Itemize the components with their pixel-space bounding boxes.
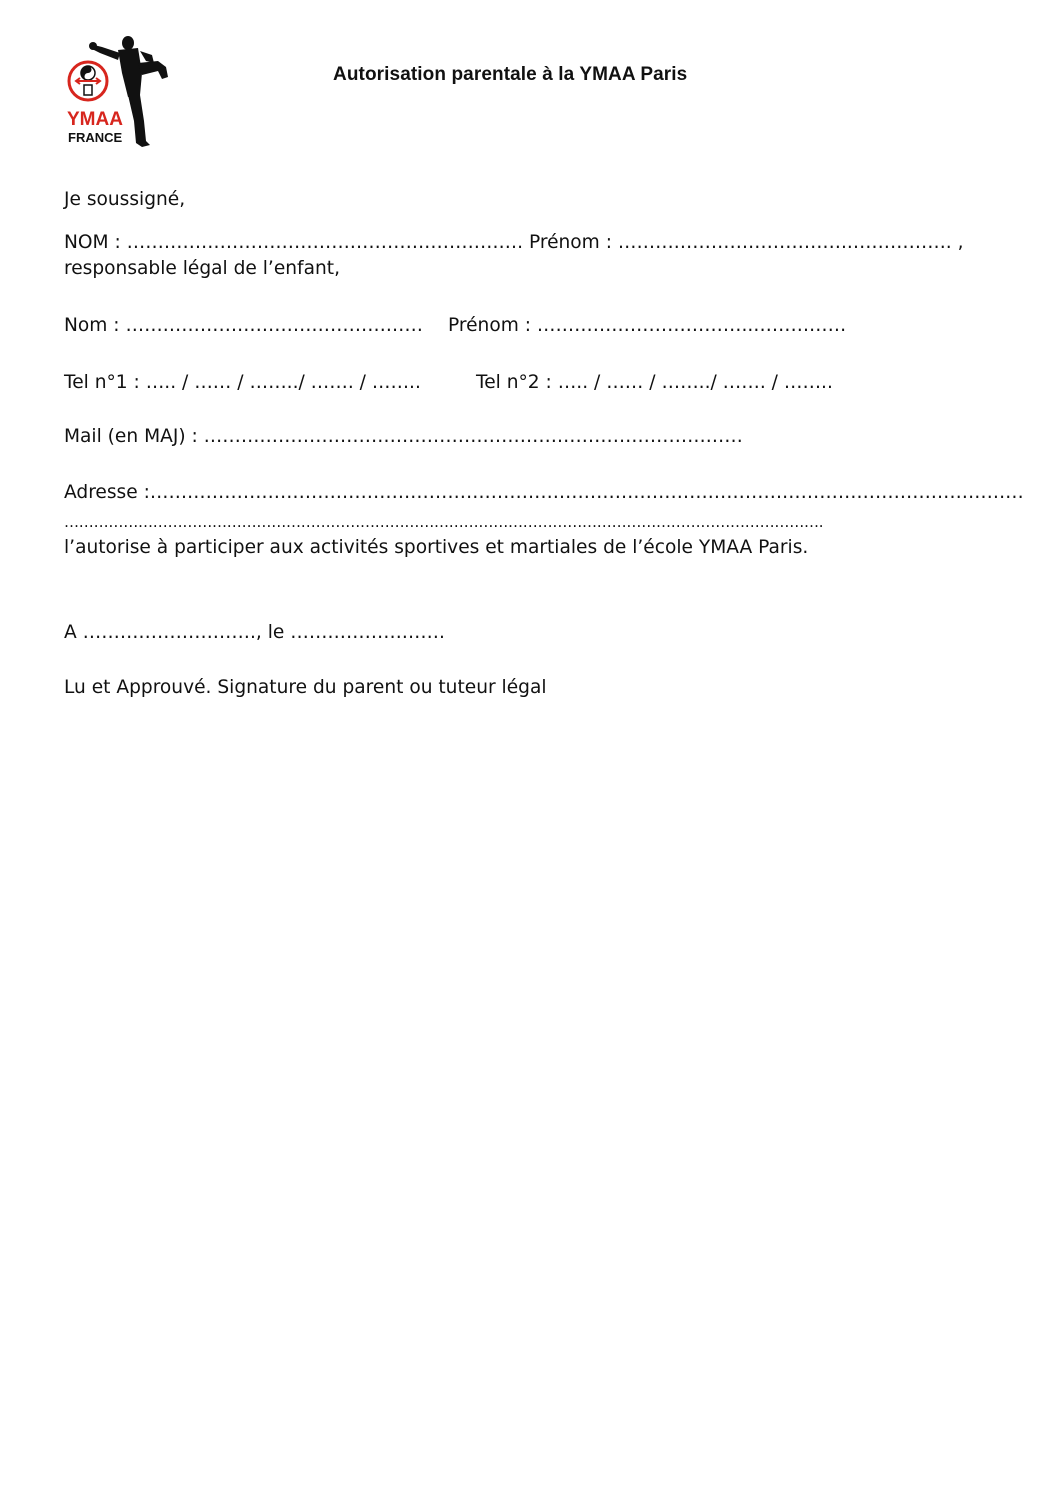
adresse-continuation-line[interactable]: ………………………………………………………………………………………………………………………………………. bbox=[64, 513, 824, 531]
place-date-field-line[interactable]: A ………………………., le ……………………. bbox=[64, 622, 445, 643]
signature-label: Lu et Approuvé. Signature du parent ou tuteur légal bbox=[64, 677, 547, 698]
ymaa-france-logo bbox=[66, 33, 178, 153]
tel1-field-line[interactable]: Tel n°1 : ….. / …… / ……../ ……. / …….. bbox=[64, 372, 421, 393]
authorization-text: l’autorise à participer aux activités sportives et martiales de l’école YMAA Paris. bbox=[64, 537, 809, 558]
logo-graphic bbox=[66, 33, 178, 153]
parent-role-text: responsable légal de l’enfant, bbox=[64, 258, 340, 279]
child-nom-field-line[interactable]: Nom : ………………………………………… bbox=[64, 315, 423, 336]
adresse-field-line[interactable]: Adresse :…………………………………………………………………………………………………………………………… bbox=[64, 482, 1024, 503]
tel2-field-line[interactable]: Tel n°2 : ….. / …… / ……../ ……. / …….. bbox=[476, 372, 833, 393]
child-prenom-field-line[interactable]: Prénom : ……………………………..…………… bbox=[448, 315, 847, 336]
logo-brand-text: YMAA bbox=[67, 109, 123, 130]
logo-country-text: FRANCE bbox=[68, 130, 123, 145]
intro-text: Je soussigné, bbox=[64, 189, 186, 210]
page-title: Autorisation parentale à la YMAA Paris bbox=[333, 64, 688, 85]
mail-field-line[interactable]: Mail (en MAJ) : …………………………………………………………………………… bbox=[64, 426, 743, 447]
parent-name-field-line[interactable]: NOM : ………………………………………………………. Prénom : ………………………………..……………. , bbox=[64, 232, 964, 253]
